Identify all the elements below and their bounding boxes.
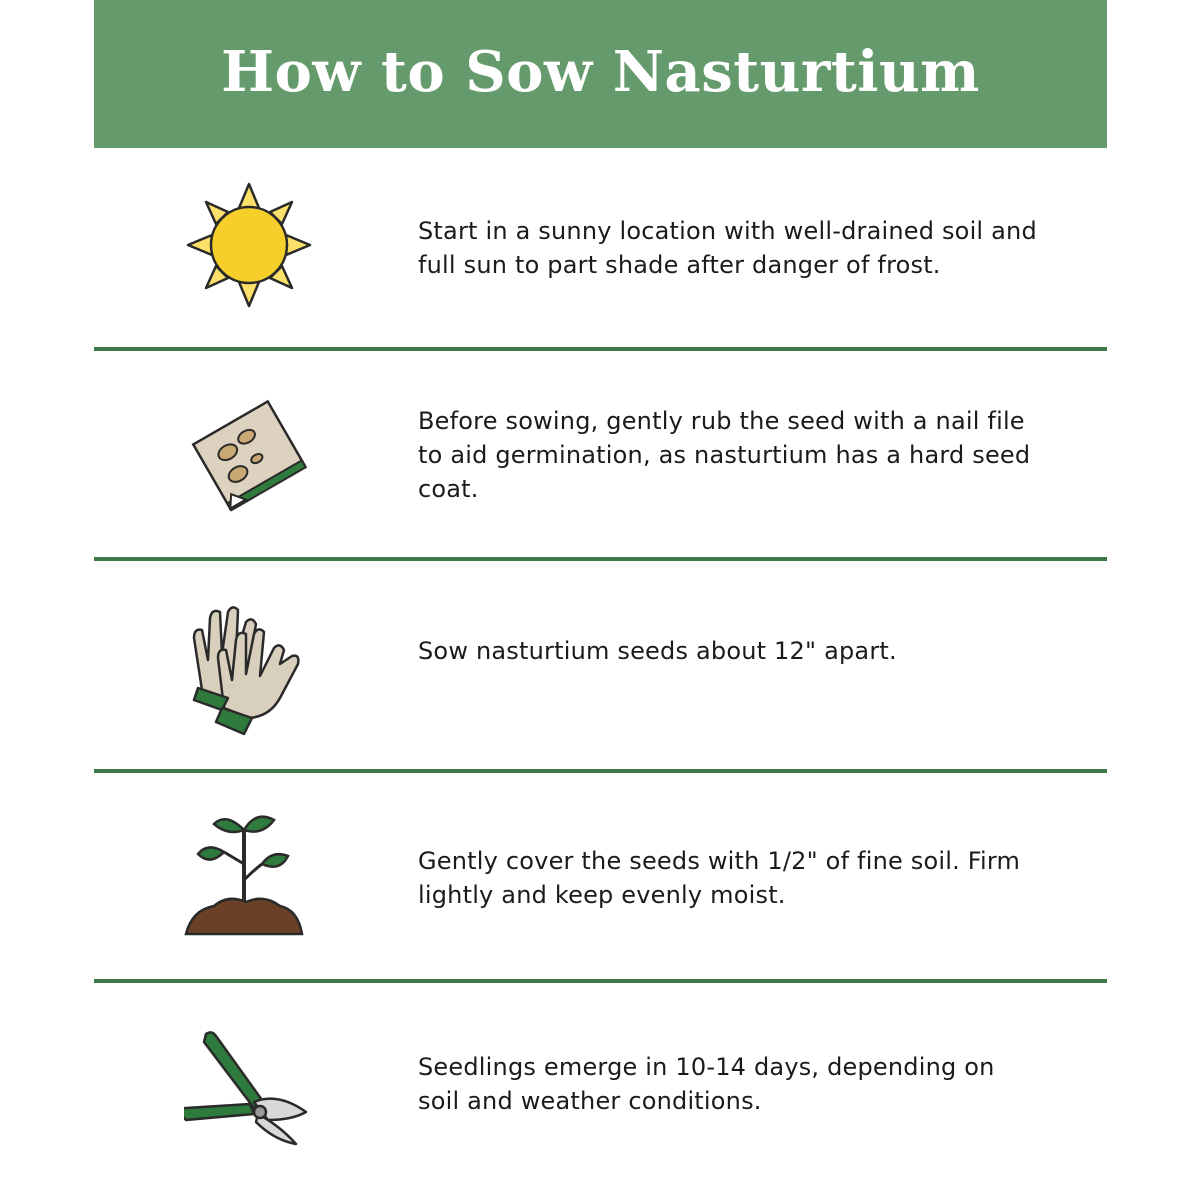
header-banner	[94, 0, 1107, 148]
divider	[94, 979, 1107, 983]
divider	[94, 769, 1107, 773]
step-2-text: Before sowing, gently rub the seed with a nail file to aid germination, as nasturtium has a hard seed coat.	[418, 407, 1031, 503]
step-4-text: Gently cover the seeds with 1/2" of fine soil. Firm lightly and keep evenly moist.	[418, 847, 1021, 909]
divider	[94, 557, 1107, 561]
step-1-text: Start in a sunny location with well-drained soil and full sun to part shade after danger of frost.	[418, 217, 1037, 279]
instruction-sheet	[94, 0, 1107, 1200]
step-5-text: Seedlings emerge in 10-14 days, depending on soil and weather conditions.	[418, 1053, 995, 1115]
step-3-text: Sow nasturtium seeds about 12" apart.	[418, 637, 897, 665]
sun-icon	[184, 180, 314, 310]
seed-packet-icon	[184, 390, 314, 520]
pruners-icon	[184, 1028, 314, 1158]
page-title: How to Sow Nasturtium	[221, 39, 980, 105]
gloves-icon	[184, 598, 314, 728]
divider	[94, 347, 1107, 351]
seedling-icon	[184, 808, 314, 938]
